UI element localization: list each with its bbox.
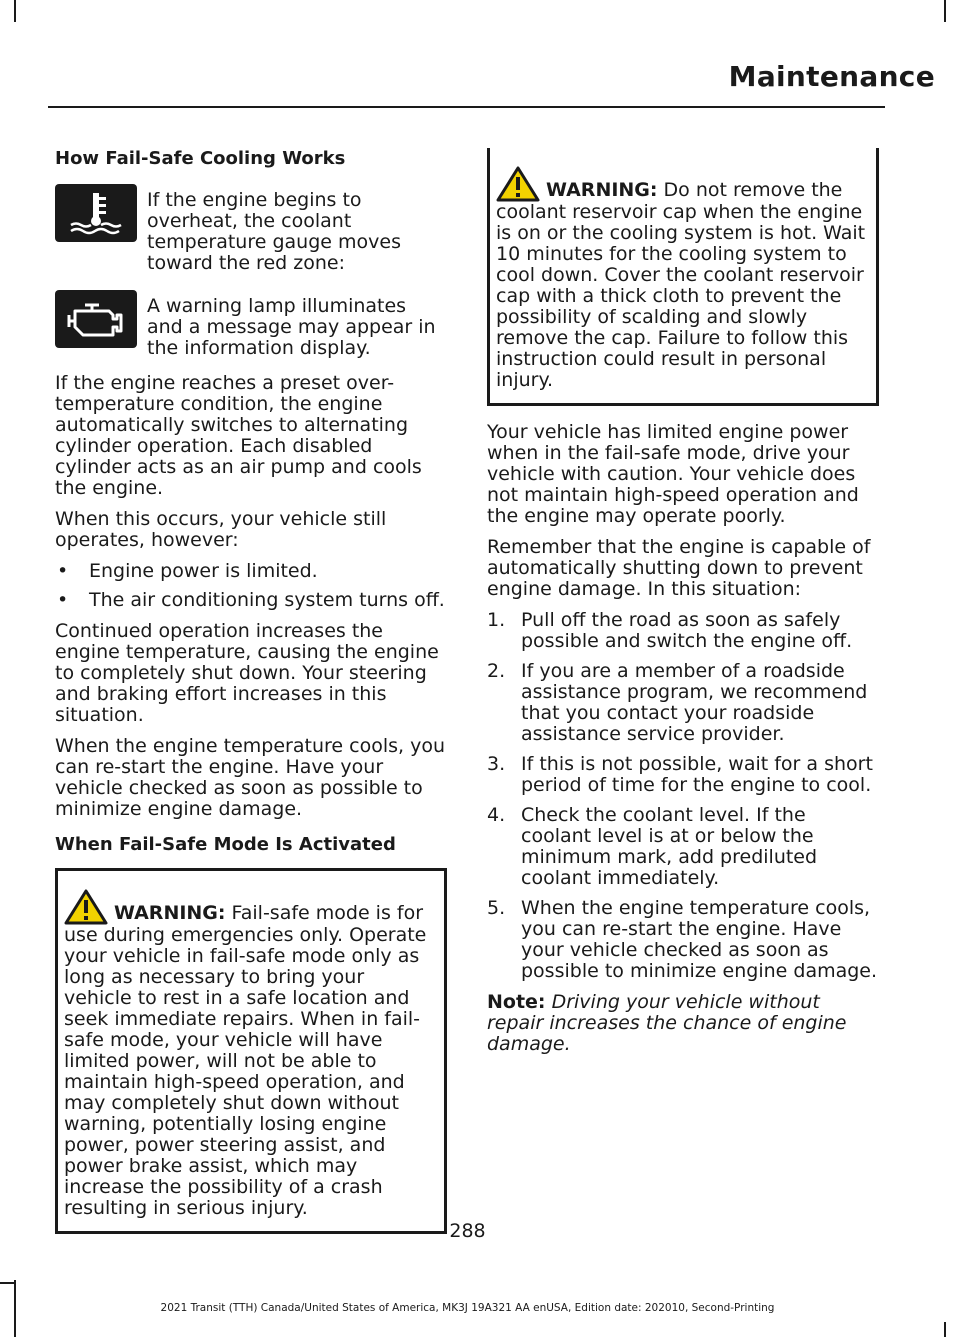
paragraph: Your vehicle has limited engine power when in the fail-safe mode, drive your vehicle with caution. Your vehicle does not maintain high-speed operation and the engine may operate poorly. xyxy=(487,421,859,527)
icon-item xyxy=(55,288,447,359)
icon-item xyxy=(55,182,447,274)
coolant-temperature-icon xyxy=(55,184,137,242)
icon-item-text: If the engine begins to overheat, the coolant temperature gauge moves toward the red zone: xyxy=(147,189,401,274)
section-heading-fail-safe-cooling: How Fail-Safe Cooling Works xyxy=(55,148,346,169)
warning-triangle-icon xyxy=(64,889,108,925)
header-rule xyxy=(48,106,885,108)
list-item xyxy=(487,661,879,745)
bullet-list xyxy=(55,561,447,611)
note-text: Driving your vehicle without repair increases the chance of engine damage. xyxy=(487,991,847,1055)
check-engine-icon xyxy=(55,290,137,348)
crop-mark-top-right xyxy=(944,0,946,22)
note xyxy=(487,992,879,1055)
page-number: 288 xyxy=(449,1220,486,1242)
section-heading-fail-safe-mode: When Fail-Safe Mode Is Activated xyxy=(55,834,396,855)
step-number: 3. xyxy=(487,753,506,775)
step-number: 2. xyxy=(487,660,506,682)
list-item-text: If this is not possible, wait for a short period of time for the engine to cool. xyxy=(521,753,873,796)
list-item xyxy=(55,561,447,582)
right-column xyxy=(487,148,879,1065)
left-column xyxy=(55,148,447,1246)
list-item xyxy=(487,898,879,982)
paragraph: If the engine reaches a preset over-temperature condition, the engine automatically switches to alternating cylinder operation. Each disabled cylinder acts as an air pump and cools the engine. xyxy=(55,372,422,499)
page-title: Maintenance xyxy=(728,60,935,93)
step-number: 4. xyxy=(487,804,506,826)
icon-item-text: A warning lamp illuminates and a message may appear in the information display. xyxy=(147,295,436,359)
footer-text: 2021 Transit (TTH) Canada/United States of America, MK3J 19A321 AA enUSA, Edition date: 202010, Second-Printing xyxy=(160,1302,775,1314)
list-item xyxy=(487,754,879,796)
step-number: 1. xyxy=(487,609,506,631)
numbered-list xyxy=(487,610,879,982)
warning-text: Fail-safe mode is for use during emergencies only. Operate your vehicle in fail-safe mode only as long as necessary to bring your vehicle to rest in a safe location and seek immediate repairs. When in fail-safe mode, your vehicle will have limited power, will not be able to maintain high-speed operation, and may completely shut down without warning, potentially losing engine power, power steering assist, and power brake assist, which may increase the possibility of a crash resulting in serious injury. xyxy=(64,902,427,1219)
warning-label: WARNING: xyxy=(114,902,226,924)
paragraph: Continued operation increases the engine temperature, causing the engine to completely shut down. Your steering and braking effort increases in this situation. xyxy=(55,620,439,726)
warning-text: Do not remove the coolant reservoir cap when the engine is on or the cooling system is hot. Wait 10 minutes for the cooling system to cool down. Cover the coolant reservoir cap with a thick cloth to prevent the possibility of scalding and slowly remove the cap. Failure to follow this instruction could result in personal injury. xyxy=(496,179,866,391)
warning-box xyxy=(55,868,447,1234)
warning-triangle-icon xyxy=(496,166,540,202)
list-item xyxy=(55,590,447,611)
list-item-text: Engine power is limited. xyxy=(89,560,318,582)
bullet-mark: • xyxy=(57,560,69,582)
step-number: 5. xyxy=(487,897,506,919)
bullet-mark: • xyxy=(57,589,69,611)
note-label: Note: xyxy=(487,991,546,1013)
paragraph: When this occurs, your vehicle still operates, however: xyxy=(55,508,387,551)
list-item-text: The air conditioning system turns off. xyxy=(89,589,445,611)
list-item xyxy=(487,610,879,652)
list-item-text: When the engine temperature cools, you can re-start the engine. Have your vehicle checked as soon as possible to minimize engine damage. xyxy=(521,897,878,982)
crop-mark-bottom-right xyxy=(944,1322,946,1337)
list-item-text: Check the coolant level. If the coolant level is at or below the minimum mark, add prediluted coolant immediately. xyxy=(521,804,818,889)
list-item xyxy=(487,805,879,889)
warning-box xyxy=(487,148,879,406)
list-item-text: Pull off the road as soon as safely possible and switch the engine off. xyxy=(521,609,853,652)
list-item-text: If you are a member of a roadside assistance program, we recommend that you contact your roadside assistance service provider. xyxy=(521,660,868,745)
warning-label: WARNING: xyxy=(546,179,658,201)
crop-mark-top-left xyxy=(14,0,16,22)
paragraph: Remember that the engine is capable of automatically shutting down to prevent engine damage. In this situation: xyxy=(487,536,871,600)
paragraph: When the engine temperature cools, you can re-start the engine. Have your vehicle checked as soon as possible to minimize engine damage. xyxy=(55,735,445,820)
crop-mark-bottom-left-h xyxy=(0,1282,16,1284)
